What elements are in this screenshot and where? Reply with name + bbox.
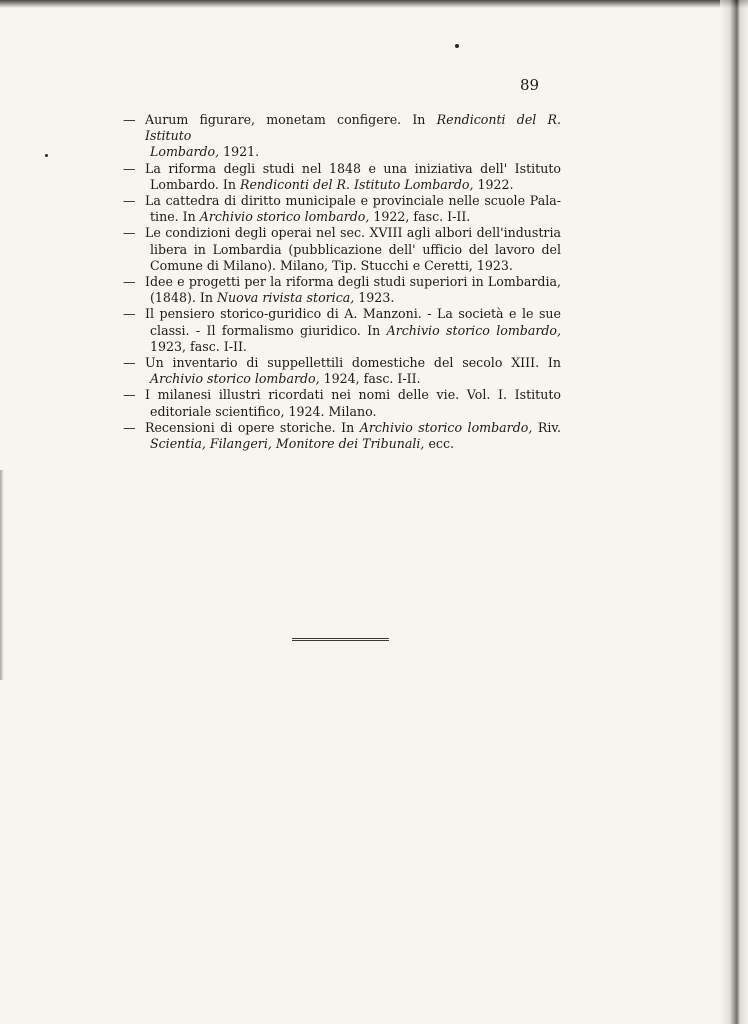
entry-text: Il pensiero storico-guridico di A. Manzoni. - La società e le sue	[145, 306, 561, 322]
entry-text: 1922, fasc. I-II.	[369, 209, 471, 225]
entry-line	[145, 242, 561, 258]
entry-title-italic: Archivio storico lombardo,	[386, 322, 561, 338]
bibliography-entry	[123, 420, 561, 452]
entry-dash: —	[123, 274, 136, 290]
entry-line	[145, 290, 561, 306]
left-scan-edge	[0, 470, 4, 680]
ink-speck	[45, 154, 48, 157]
entry-title-italic: Rendiconti del R. Istituto	[145, 112, 561, 144]
entry-text: Un inventario di suppellettili domestiche del secolo XIII. In	[145, 355, 561, 371]
entry-text: (1848). In	[150, 290, 217, 306]
bibliography-entry	[123, 274, 561, 306]
bibliography-entry	[123, 112, 561, 161]
entry-text: Comune di Milano). Milano, Tip. Stucchi e Ceretti, 1923.	[150, 257, 513, 273]
bibliography-entry	[123, 193, 561, 225]
entry-dash: —	[123, 225, 136, 241]
entry-line	[145, 420, 561, 436]
entry-text: ecc.	[424, 436, 455, 452]
entry-line	[145, 177, 561, 193]
bibliography-entry	[123, 225, 561, 274]
entry-line	[145, 209, 561, 225]
entry-text: libera in Lombardia (pubblicazione dell' ufficio del lavoro del	[150, 241, 561, 257]
entry-dash: —	[123, 160, 136, 176]
top-scan-shadow	[0, 0, 748, 8]
entry-text: Recensioni di opere storiche. In	[145, 419, 360, 435]
page-number: 89	[520, 76, 540, 94]
entry-line	[145, 306, 561, 322]
entry-text: classi. - Il formalismo giuridico. In	[150, 322, 387, 338]
bibliography-entry	[123, 306, 561, 355]
entry-line	[145, 436, 561, 452]
entry-text: editoriale scientifico, 1924. Milano.	[150, 403, 377, 419]
entry-line	[145, 355, 561, 371]
entry-text: 1921.	[219, 144, 260, 160]
entry-line	[145, 161, 561, 177]
entry-line	[145, 274, 561, 290]
entry-line	[145, 404, 561, 420]
entry-text: Le condizioni degli operai nel sec. XVIII agli albori dell'industria	[145, 225, 561, 241]
entry-line	[145, 371, 561, 387]
entry-text: La cattedra di diritto municipale e provinciale nelle scuole Pala-	[145, 193, 561, 209]
bibliography-list	[123, 112, 561, 452]
entry-text: La riforma degli studi nel 1848 e una iniziativa dell' Istituto	[145, 160, 561, 176]
entry-text: I milanesi illustri ricordati nei nomi delle vie. Vol. I. Istituto	[145, 387, 561, 403]
entry-dash: —	[123, 387, 136, 403]
entry-line	[145, 225, 561, 241]
entry-text: tine. In	[150, 209, 200, 225]
ink-speck	[455, 44, 459, 48]
entry-line	[145, 193, 561, 209]
entry-title-italic: Rendiconti del R. Istituto Lombardo,	[240, 176, 474, 192]
entry-dash: —	[123, 112, 136, 127]
entry-title-italic: Archivio storico lombardo,	[199, 209, 370, 225]
entry-title-italic: Archivio storico lombardo,	[150, 371, 320, 387]
entry-line	[145, 323, 561, 339]
entry-line	[145, 258, 561, 274]
section-end-rule	[292, 638, 389, 641]
book-spine-edge	[720, 0, 748, 1024]
entry-text: Idee e progetti per la riforma degli studi superiori in Lombardia,	[145, 274, 561, 290]
entry-dash: —	[123, 419, 136, 435]
entry-text: Aurum figurare, monetam configere. In	[145, 112, 437, 127]
entry-title-italic: Lombardo,	[150, 144, 220, 160]
entry-line	[145, 112, 561, 144]
entry-line	[145, 144, 561, 160]
entry-title-italic: Nuova rivista storica,	[216, 290, 355, 306]
bibliography-entry	[123, 355, 561, 387]
entry-dash: —	[123, 355, 136, 371]
bibliography-entry	[123, 387, 561, 419]
entry-title-italic: Archivio storico lombardo,	[359, 419, 533, 435]
entry-text: 1923.	[354, 290, 395, 306]
bibliography-entry	[123, 161, 561, 193]
entry-dash: —	[123, 306, 136, 322]
entry-text: 1922.	[473, 176, 514, 192]
entry-text: Lombardo. In	[150, 176, 240, 192]
entry-text: 1923, fasc. I-II.	[150, 338, 247, 354]
entry-text: Riv.	[532, 419, 561, 435]
entry-dash: —	[123, 193, 136, 209]
entry-line	[145, 339, 561, 355]
entry-line	[145, 387, 561, 403]
entry-title-italic: Scientia, Filangeri, Monitore dei Tribunali,	[150, 436, 425, 452]
entry-text: 1924, fasc. I-II.	[319, 371, 421, 387]
